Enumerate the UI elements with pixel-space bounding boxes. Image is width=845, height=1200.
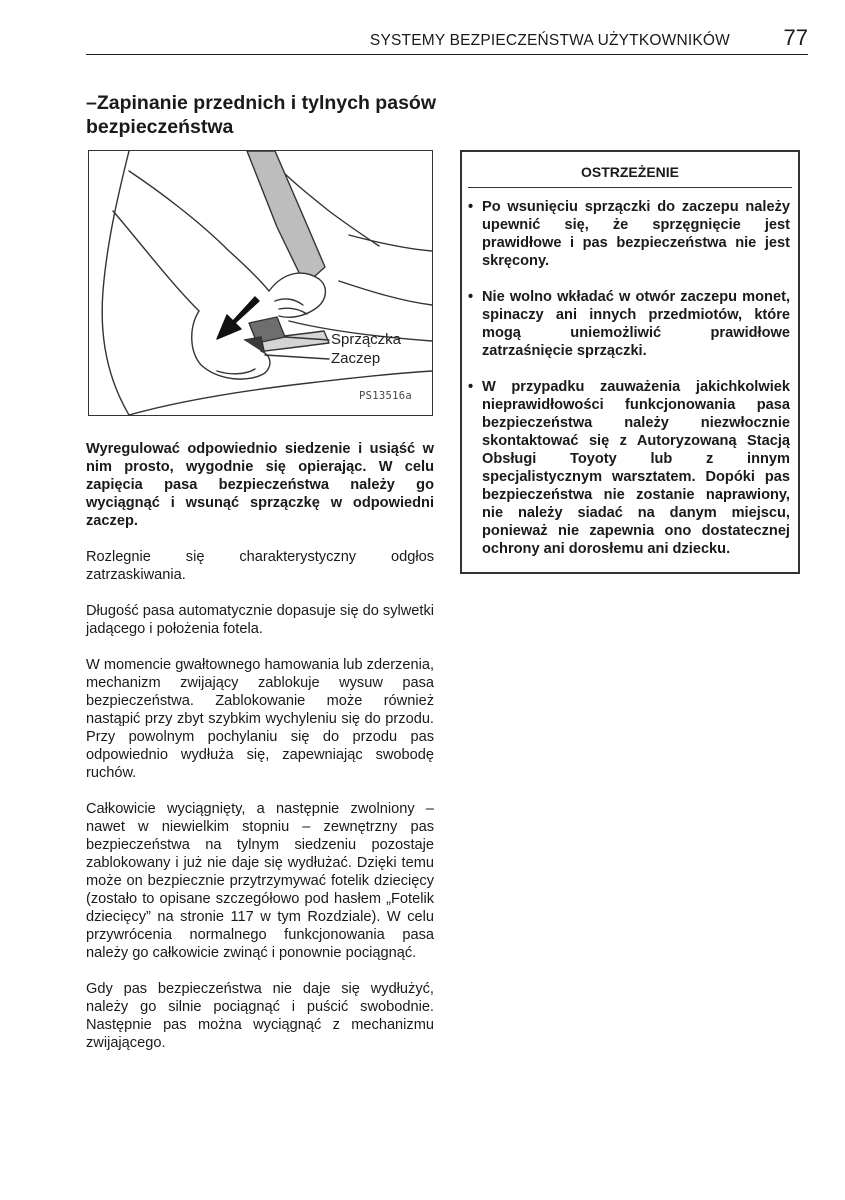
warning-item-text: W przypadku zauważenia jakichkolwiek nieprawidłowości funkcjonowania pasa bezpieczeństwa należy niezwłocznie skontaktować się z Autoryzowaną Stacją Obsługi Toyoty lub z innym specjalistycznym warsztatem. Dopóki pas bezpieczeństwa nie zostanie naprawiony, nie należy siadać na danym miejscu, ponieważ nie zapewnia ono dostatecznej ochrony ani dorosłemu ani dziecku. [482, 379, 790, 557]
warning-item [468, 288, 790, 360]
section-title: –Zapinanie przednich i tylnych pasów bezpieczeństwa [86, 92, 436, 138]
bullet-icon: • [468, 289, 474, 305]
buckle-label: Sprzączka [331, 331, 402, 348]
paragraph: Gdy pas bezpieczeństwa nie daje się wydłużyć, należy go silnie pociągnąć i puścić swobodnie. Następnie pas można wyciągnąć z mechanizmu zwijającego. [86, 981, 434, 1051]
paragraph: Całkowicie wyciągnięty, a następnie zwolniony – nawet w niewielkim stopniu – zewnętrzny pas bezpieczeństwa na tylnym siedzeniu pozostaje zablokowany i już nie daje się wydłużać. Dzięki temu może on bezpiecznie przytrzymywać fotelik dziecięcy (zostało to opisane szczegółowo pod hasłem „Fotelik dziecięcy” na stronie 117 w tym Rozdziale). W celu przywrócenia normalnego funkcjonowania pasa należy go całkowicie zwinąć i ponownie pociągnąć. [86, 801, 434, 961]
warning-item [468, 378, 790, 558]
warning-item-text: Nie wolno wkładać w otwór zaczepu monet, spinaczy ani innych przedmiotów, które mogą uniemożliwić prawidłowe zatrzaśnięcie sprzączki. [482, 289, 790, 359]
warning-heading: OSTRZEŻENIE [468, 164, 792, 188]
lead-paragraph: Wyregulować odpowiednio siedzenie i usiąść w nim prosto, wygodnie się opierając. W celu zapięcia pasa bezpieczeństwa należy go wyciągnąć i wsunąć sprzączkę w odpowiedni zaczep. [86, 441, 434, 529]
seatbelt-drawing [89, 151, 432, 415]
paragraph: Długość pasa automatycznie dopasuje się do sylwetki jadącego i położenia fotela. [86, 603, 435, 637]
bullet-icon: • [468, 199, 474, 215]
warning-item-text: Po wsunięciu sprzączki do zaczepu należy upewnić się, że sprzęgnięcie jest prawidłowe i pas bezpieczeństwa nie jest skręcony. [482, 199, 790, 269]
seatbelt-illustration [88, 150, 433, 416]
warning-list [462, 188, 798, 558]
paragraph: Rozlegnie się charakterystyczny odgłos zatrzaskiwania. [86, 549, 434, 583]
page-header [86, 25, 808, 55]
warning-item [468, 198, 790, 270]
latch-label: Zaczep [331, 350, 381, 367]
figure-code: PS13516a [359, 390, 412, 402]
paragraph: W momencie gwałtownego hamowania lub zderzenia, mechanizm zwijający zablokuje wysuw pasa bezpieczeństwa. Zablokowanie może również nastąpić przy zbyt szybkim wychyleniu się do przodu. Przy powolnym pochylaniu się do przodu pas odpowiednio wydłuża się, zapewniając swobodę ruchów. [86, 657, 434, 781]
body-text [86, 440, 434, 1070]
bullet-icon: • [468, 379, 474, 395]
chapter-title: SYSTEMY BEZPIECZEŃSTWA UŻYTKOWNIKÓW [369, 32, 730, 49]
page-number: 77 [783, 25, 808, 50]
warning-box [460, 150, 800, 574]
